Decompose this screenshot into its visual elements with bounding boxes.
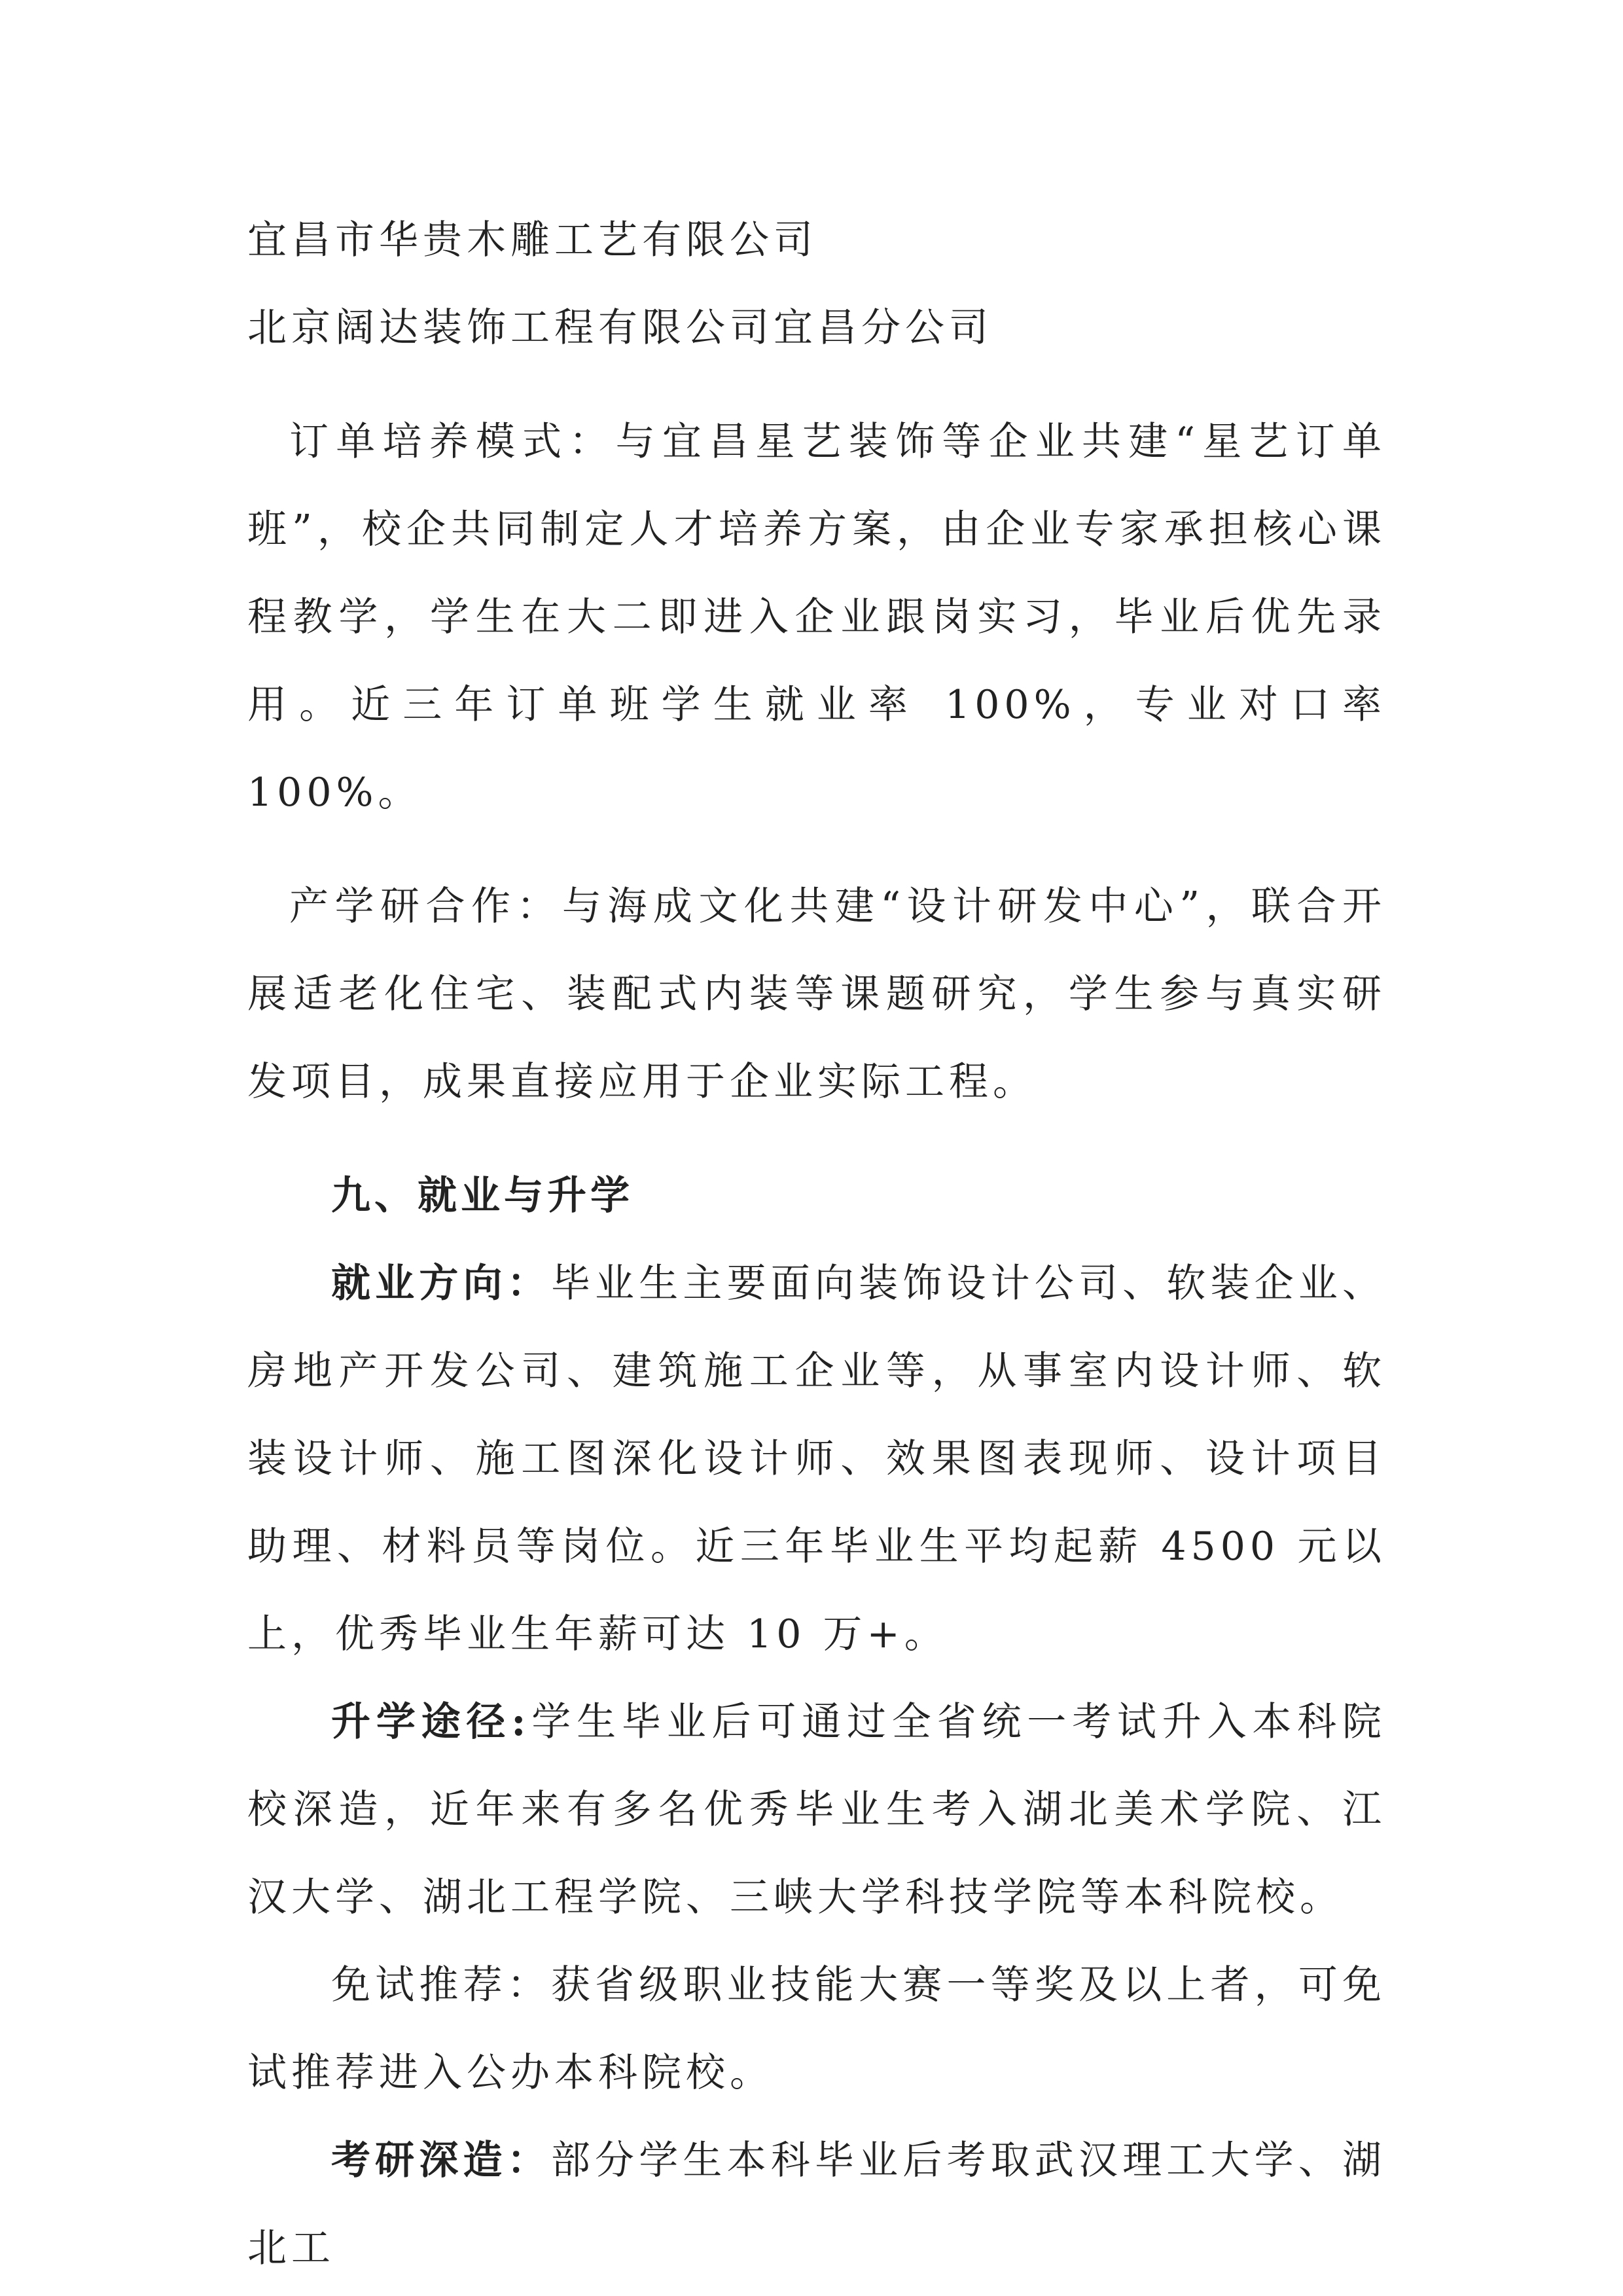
further-study-text: 学生毕业后可通过全省统一考试升入本科院校深造，近年来有多名优秀毕业生考入湖北美术学院、江汉大学、湖北工程学院、三峡大学科技学院等本科院校。: [247, 1699, 1387, 1920]
employment-label: 就业方向：: [331, 1261, 551, 1306]
research-label: 产学研合作：: [289, 884, 562, 929]
postgrad-text: 部分学生本科毕业后考取武汉理工大学、湖北工: [247, 2138, 1387, 2271]
document-page: [247, 196, 1386, 2292]
section-heading: 九、就业与升学: [331, 1173, 633, 1219]
order-training-text: 与宜昌星艺装饰等企业共建“星艺订单班”，校企共同制定人才培养方案，由企业专家承担核心课程教学，学生在大二即进入企业跟岗实习，毕业后优先录用。近三年订单班学生就业率 100%，专业对口率 100%。: [247, 419, 1386, 816]
employment-text: 毕业生主要面向装饰设计公司、软装企业、房地产开发公司、建筑施工企业等，从事室内设计师、软装设计师、施工图深化设计师、效果图表现师、设计项目助理、材料员等岗位。近三年毕业生平均起薪 4500 元以上，优秀毕业生年薪可达 10 万+。: [247, 1261, 1387, 1657]
further-study-paragraph: [247, 1678, 1386, 1941]
company-name-2: 北京阔达装饰工程有限公司宜昌分公司: [247, 305, 993, 351]
spacer: [247, 1126, 1386, 1152]
postgrad-paragraph: [247, 2117, 1386, 2292]
company-name-1: 宜昌市华贵木雕工艺有限公司: [247, 217, 817, 263]
spacer: [247, 836, 1386, 863]
further-study-label: 升学途径:: [331, 1699, 531, 1745]
research-text: 与海成文化共建“设计研发中心”，联合开展适老化住宅、装配式内装等课题研究，学生参与真实研发项目，成果直接应用于企业实际工程。: [247, 884, 1386, 1105]
order-training-label: 订单培养模式：: [289, 419, 616, 465]
research-paragraph: [247, 863, 1386, 1126]
exemption-paragraph: [247, 1941, 1386, 2117]
exemption-label: 免试推荐：: [331, 1962, 551, 2008]
exemption-text: 获省级职业技能大赛一等奖及以上者，可免试推荐进入公办本科院校。: [247, 1962, 1387, 2096]
employment-paragraph: [247, 1240, 1386, 1678]
postgrad-label: 考研深造：: [331, 2138, 551, 2183]
spacer: [247, 372, 1386, 398]
order-training-paragraph: [247, 398, 1386, 836]
